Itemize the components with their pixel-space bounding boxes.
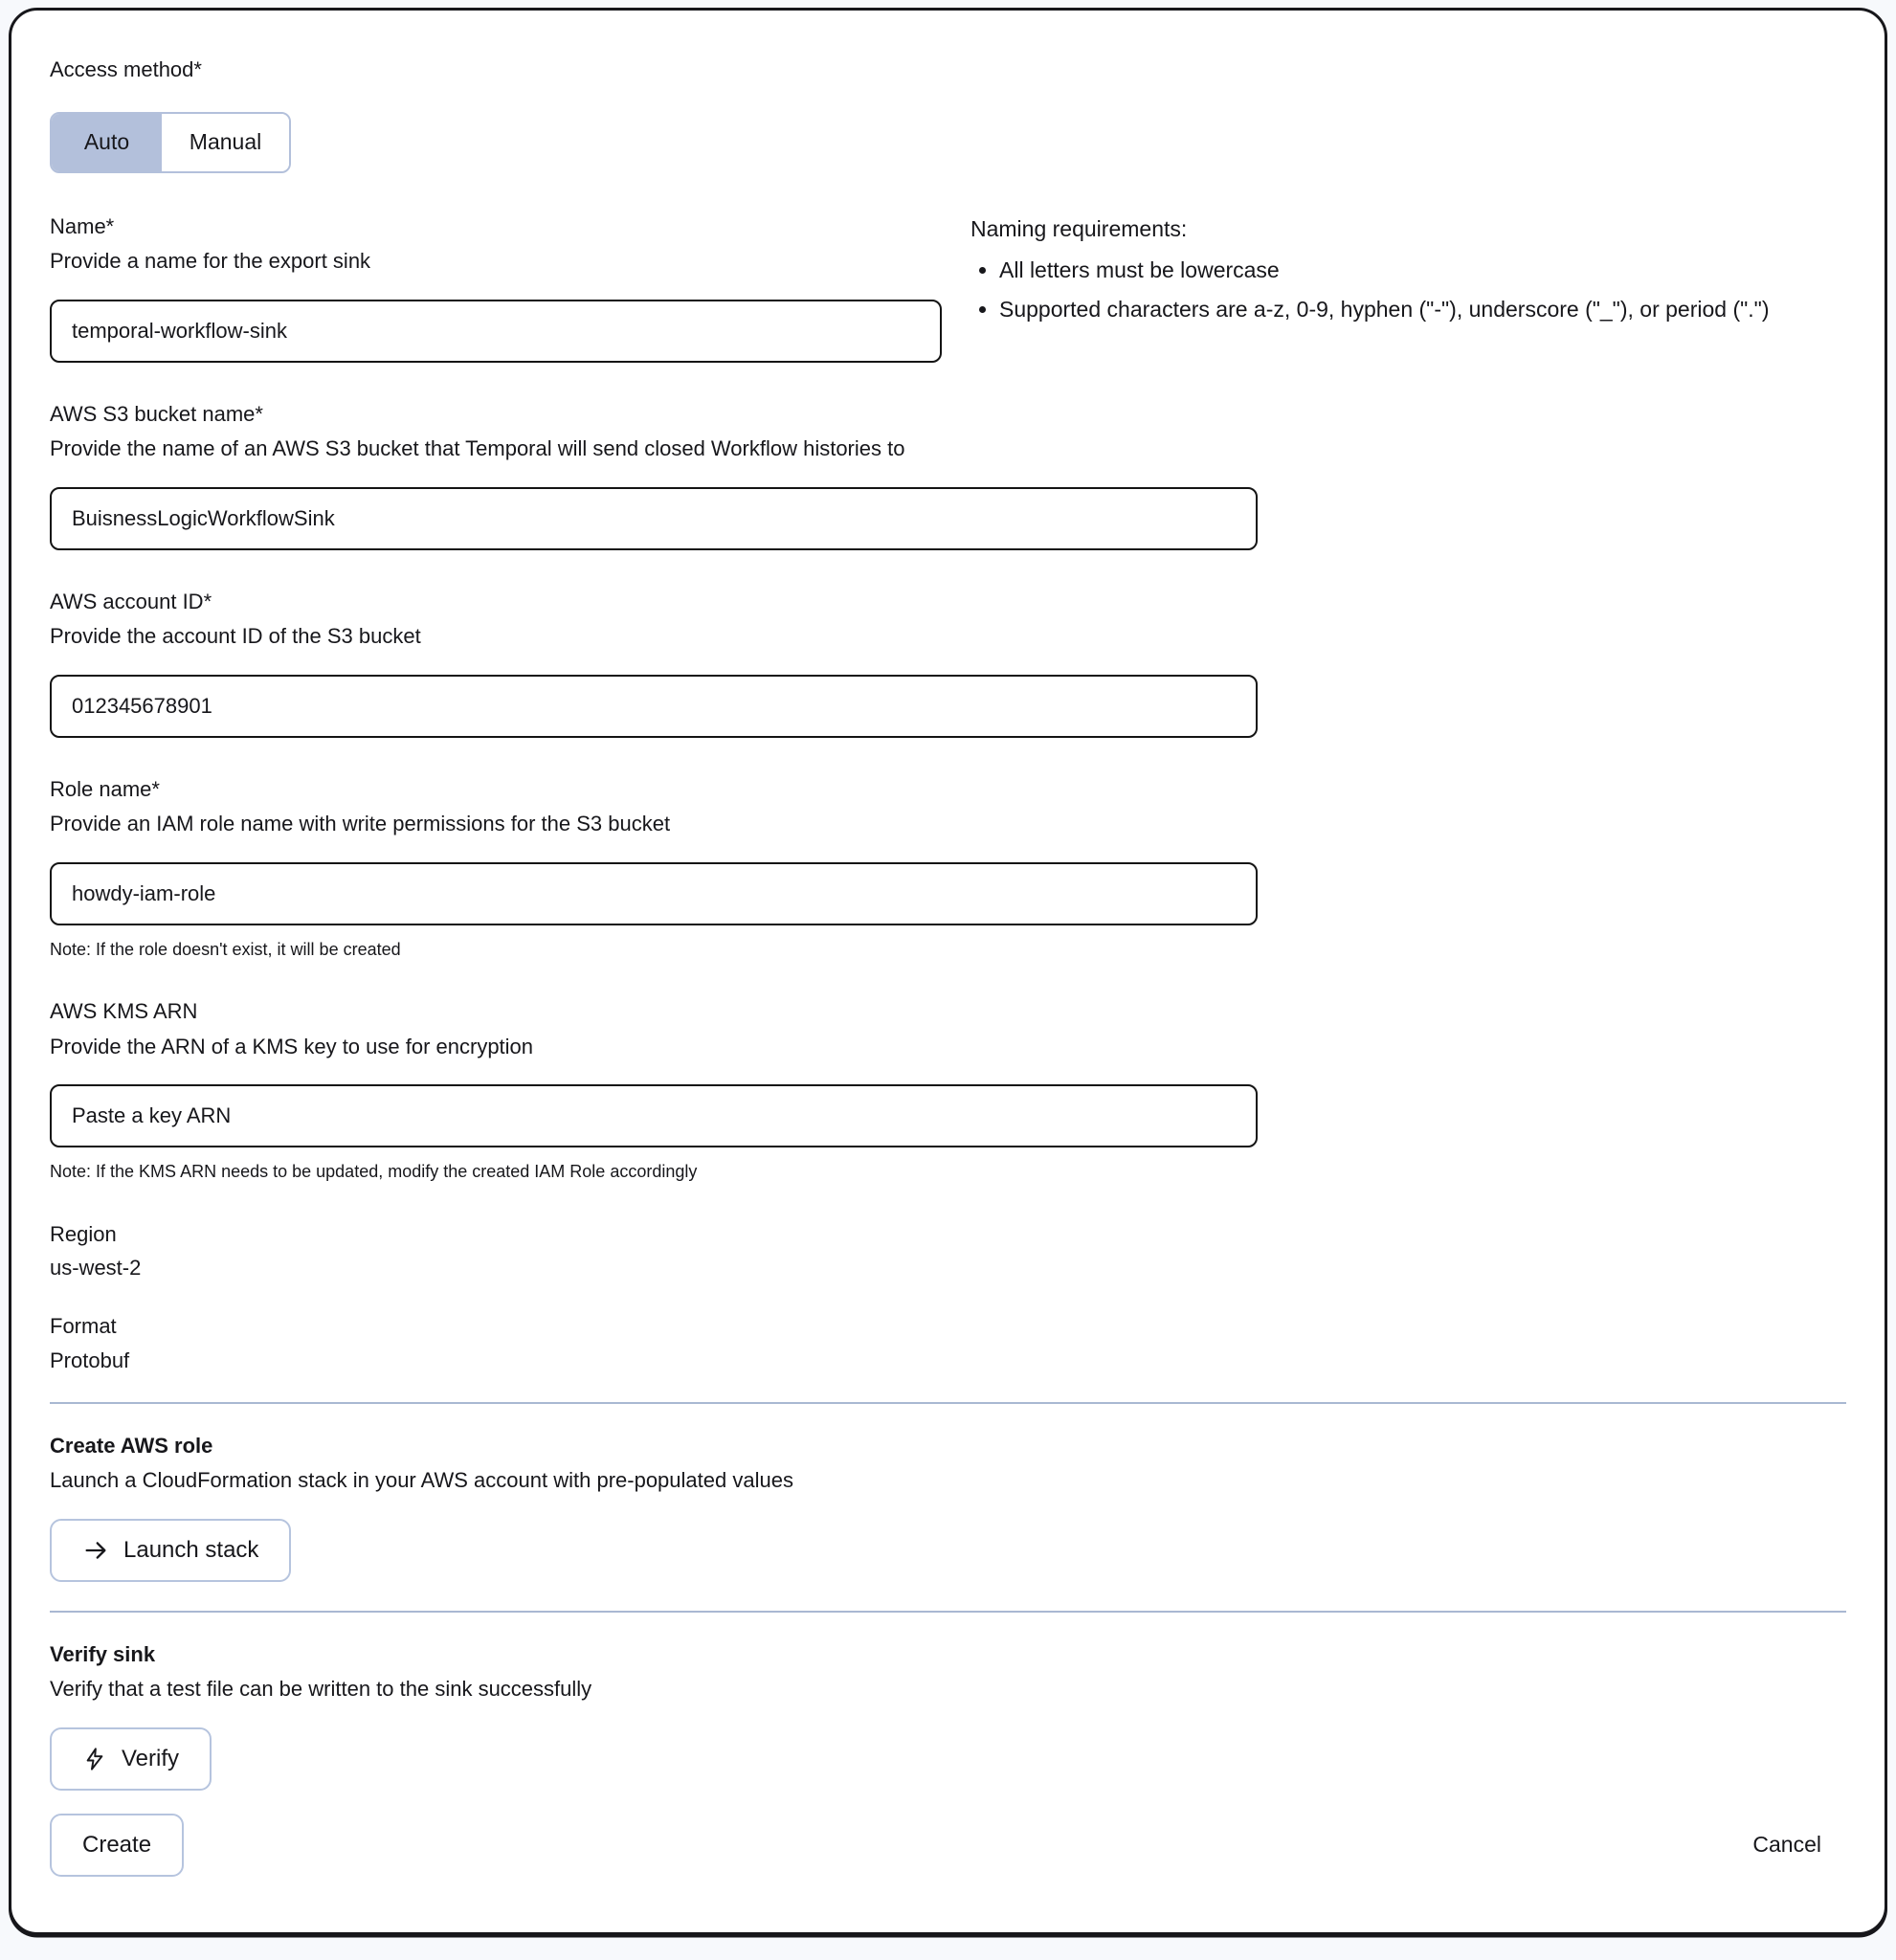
account-id-input[interactable] xyxy=(50,675,1258,738)
name-label: Name* xyxy=(50,213,115,238)
region-value: us-west-2 xyxy=(50,1256,142,1280)
region-label: Region xyxy=(50,1221,117,1246)
section-divider xyxy=(50,1611,1846,1613)
naming-requirement-item: • Supported characters are a-z, 0-9, hyphen ("-"), underscore ("_"), or period (".") xyxy=(999,294,1841,324)
create-aws-role-section xyxy=(50,1433,1846,1582)
bucket-field xyxy=(50,401,1846,550)
verify-sink-description: Verify that a test file can be written to the sink successfully xyxy=(50,1677,592,1701)
name-and-requirements-row xyxy=(50,213,1846,363)
arrow-right-icon xyxy=(82,1537,109,1564)
form-footer xyxy=(50,1814,1846,1877)
kms-arn-note: Note: If the KMS ARN needs to be updated, modify the created IAM Role accordingly xyxy=(50,1162,698,1181)
role-name-label: Role name* xyxy=(50,776,160,801)
launch-stack-button[interactable] xyxy=(50,1519,291,1582)
bucket-description: Provide the name of an AWS S3 bucket that Temporal will send closed Workflow histories to xyxy=(50,436,905,460)
create-aws-role-description: Launch a CloudFormation stack in your AWS account with pre-populated values xyxy=(50,1468,793,1492)
export-sink-form-card xyxy=(9,8,1887,1935)
create-button-label: Create xyxy=(82,1831,152,1858)
role-name-description: Provide an IAM role name with write permissions for the S3 bucket xyxy=(50,812,671,835)
verify-sink-section xyxy=(50,1641,1846,1791)
account-id-label: AWS account ID* xyxy=(50,589,212,613)
name-field xyxy=(50,213,942,363)
kms-arn-field xyxy=(50,998,1846,1183)
access-method-toggle xyxy=(50,112,291,173)
region-field xyxy=(50,1221,1846,1281)
verify-button[interactable] xyxy=(50,1727,212,1791)
launch-stack-button-label: Launch stack xyxy=(123,1536,259,1563)
verify-sink-title: Verify sink xyxy=(50,1641,156,1666)
cancel-button[interactable]: Cancel xyxy=(1752,1832,1821,1857)
account-id-field xyxy=(50,589,1846,738)
access-method-label: Access method* xyxy=(50,57,202,81)
create-button[interactable] xyxy=(50,1814,184,1877)
naming-requirement-item: • All letters must be lowercase xyxy=(999,255,1841,285)
bucket-input[interactable] xyxy=(50,487,1258,550)
naming-requirements-title: Naming requirements: xyxy=(970,215,1188,241)
access-method-option-auto[interactable]: Auto xyxy=(52,114,162,171)
lightning-bolt-icon xyxy=(82,1747,107,1771)
name-input[interactable] xyxy=(50,300,942,363)
role-name-note: Note: If the role doesn't exist, it will be created xyxy=(50,939,401,959)
create-aws-role-title: Create AWS role xyxy=(50,1433,213,1458)
kms-arn-description: Provide the ARN of a KMS key to use for encryption xyxy=(50,1034,534,1058)
role-name-field xyxy=(50,776,1846,961)
access-method-option-manual[interactable]: Manual xyxy=(162,114,289,171)
verify-button-label: Verify xyxy=(122,1745,180,1771)
role-name-input[interactable] xyxy=(50,862,1258,925)
kms-arn-input[interactable] xyxy=(50,1084,1258,1147)
bucket-label: AWS S3 bucket name* xyxy=(50,401,263,426)
format-label: Format xyxy=(50,1314,117,1338)
name-description: Provide a name for the export sink xyxy=(50,249,371,273)
section-divider xyxy=(50,1402,1846,1404)
account-id-description: Provide the account ID of the S3 bucket xyxy=(50,624,421,648)
format-field xyxy=(50,1313,1846,1373)
kms-arn-label: AWS KMS ARN xyxy=(50,999,198,1023)
naming-requirements-list xyxy=(970,255,1846,323)
format-value: Protobuf xyxy=(50,1348,130,1372)
naming-requirements xyxy=(970,213,1846,363)
